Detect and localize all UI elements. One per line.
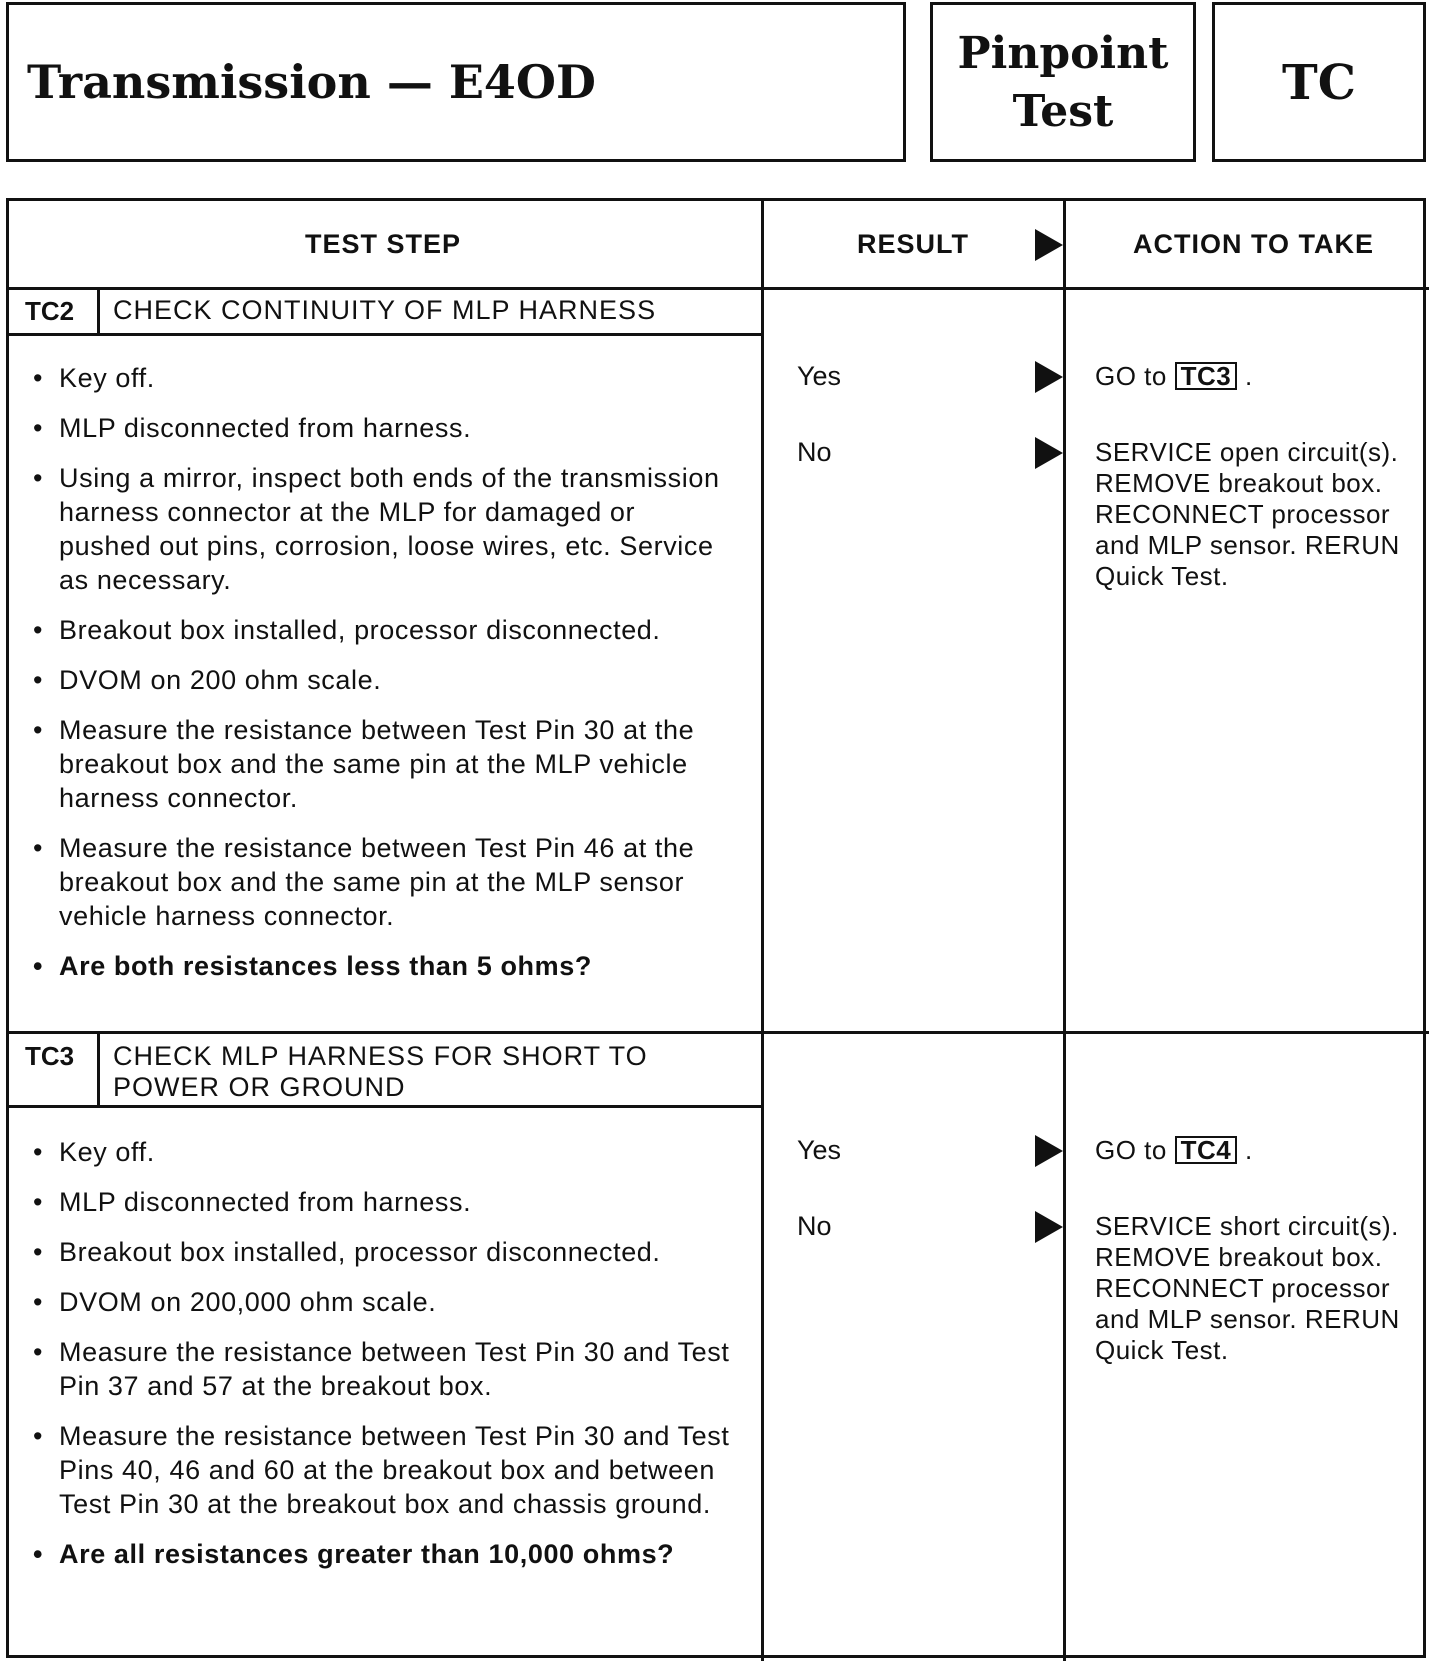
col-header-test-step: TEST STEP xyxy=(305,229,462,259)
tc3-yes-arrow-icon xyxy=(1035,1135,1063,1167)
tc3-result-yes: Yes xyxy=(797,1135,842,1165)
tc3-action-no: SERVICE short circuit(s). REMOVE breakout box. RECONNECT processor and MLP sensor. RERUN Quick Test. xyxy=(1095,1211,1400,1365)
list-item: • MLP disconnected from harness. xyxy=(33,1185,733,1219)
tc2-action-yes-suffix: . xyxy=(1244,361,1253,391)
tc3-step-code: TC3 xyxy=(25,1041,75,1071)
tc2-step-list xyxy=(33,361,733,999)
tc3-action-yes-text: GO to xyxy=(1095,1135,1167,1165)
list-item: • MLP disconnected from harness. xyxy=(33,411,733,445)
badge-line-1: Pinpoint xyxy=(957,28,1169,79)
tc3-step-title xyxy=(113,1041,648,1103)
document-title: Transmission — E4OD xyxy=(27,55,596,109)
tc2-yes-arrow-icon xyxy=(1035,361,1063,393)
tc3-action-yes-suffix: . xyxy=(1244,1135,1253,1165)
badge-line-2: Test xyxy=(1012,86,1114,137)
list-item: • Key off. xyxy=(33,361,733,395)
header-row-divider xyxy=(9,287,1429,290)
tc2-no-arrow-icon xyxy=(1035,437,1063,469)
tc2-action-yes xyxy=(1095,361,1415,392)
list-item: • Using a mirror, inspect both ends of the transmission harness connector at the MLP for damaged or pushed out pins, corrosion, loose wires, etc. Service as necessary. xyxy=(33,461,733,597)
tc2-title-divider xyxy=(9,333,764,336)
tc3-title-line-2: POWER OR GROUND xyxy=(113,1072,406,1102)
result-arrow-icon xyxy=(1035,229,1063,261)
section-divider xyxy=(9,1031,1429,1034)
pinpoint-test-badge xyxy=(930,2,1196,162)
tc3-question: • Are all resistances greater than 10,000 ohms? xyxy=(33,1537,733,1571)
tc2-step-code: TC2 xyxy=(25,296,75,326)
list-item: • Key off. xyxy=(33,1135,733,1169)
tc3-code-divider xyxy=(97,1031,100,1107)
tc2-result-no: No xyxy=(797,437,832,467)
list-item: • Measure the resistance between Test Pin 30 and Test Pin 37 and 57 at the breakout box. xyxy=(33,1335,733,1403)
col-header-result: RESULT xyxy=(857,229,969,259)
tc3-reference-link[interactable]: TC3 xyxy=(1175,362,1238,390)
document-title-box xyxy=(6,2,906,162)
tc2-question: • Are both resistances less than 5 ohms? xyxy=(33,949,733,983)
tc3-result-no: No xyxy=(797,1211,832,1241)
tc2-code-divider xyxy=(97,287,100,335)
col-header-action: ACTION TO TAKE xyxy=(1133,229,1374,259)
tc3-title-line-1: CHECK MLP HARNESS FOR SHORT TO xyxy=(113,1041,648,1071)
tc2-result-yes: Yes xyxy=(797,361,842,391)
tc2-step-title: CHECK CONTINUITY OF MLP HARNESS xyxy=(113,295,657,325)
tc2-action-yes-text: GO to xyxy=(1095,361,1167,391)
list-item: • Measure the resistance between Test Pin 30 and Test Pins 40, 46 and 60 at the breakout box and between Test Pin 30 at the breakout box and chassis ground. xyxy=(33,1419,733,1521)
tc3-title-divider xyxy=(9,1105,764,1108)
column-divider-action xyxy=(1063,201,1066,1661)
column-divider-result xyxy=(761,201,764,1661)
test-code-badge: TC xyxy=(1212,2,1426,162)
pinpoint-test-table xyxy=(6,198,1426,1658)
tc3-step-list xyxy=(33,1135,733,1587)
tc3-no-arrow-icon xyxy=(1035,1211,1063,1243)
tc2-action-no: SERVICE open circuit(s). REMOVE breakout box. RECONNECT processor and MLP sensor. RERUN Quick Test. xyxy=(1095,437,1400,591)
list-item: • Measure the resistance between Test Pin 30 at the breakout box and the same pin at the MLP vehicle harness connector. xyxy=(33,713,733,815)
tc3-action-yes xyxy=(1095,1135,1415,1166)
list-item: • Breakout box installed, processor disconnected. xyxy=(33,613,733,647)
list-item: • Measure the resistance between Test Pin 46 at the breakout box and the same pin at the MLP sensor vehicle harness connector. xyxy=(33,831,733,933)
tc4-reference-link[interactable]: TC4 xyxy=(1175,1136,1238,1164)
list-item: • Breakout box installed, processor disconnected. xyxy=(33,1235,733,1269)
list-item: • DVOM on 200,000 ohm scale. xyxy=(33,1285,733,1319)
list-item: • DVOM on 200 ohm scale. xyxy=(33,663,733,697)
